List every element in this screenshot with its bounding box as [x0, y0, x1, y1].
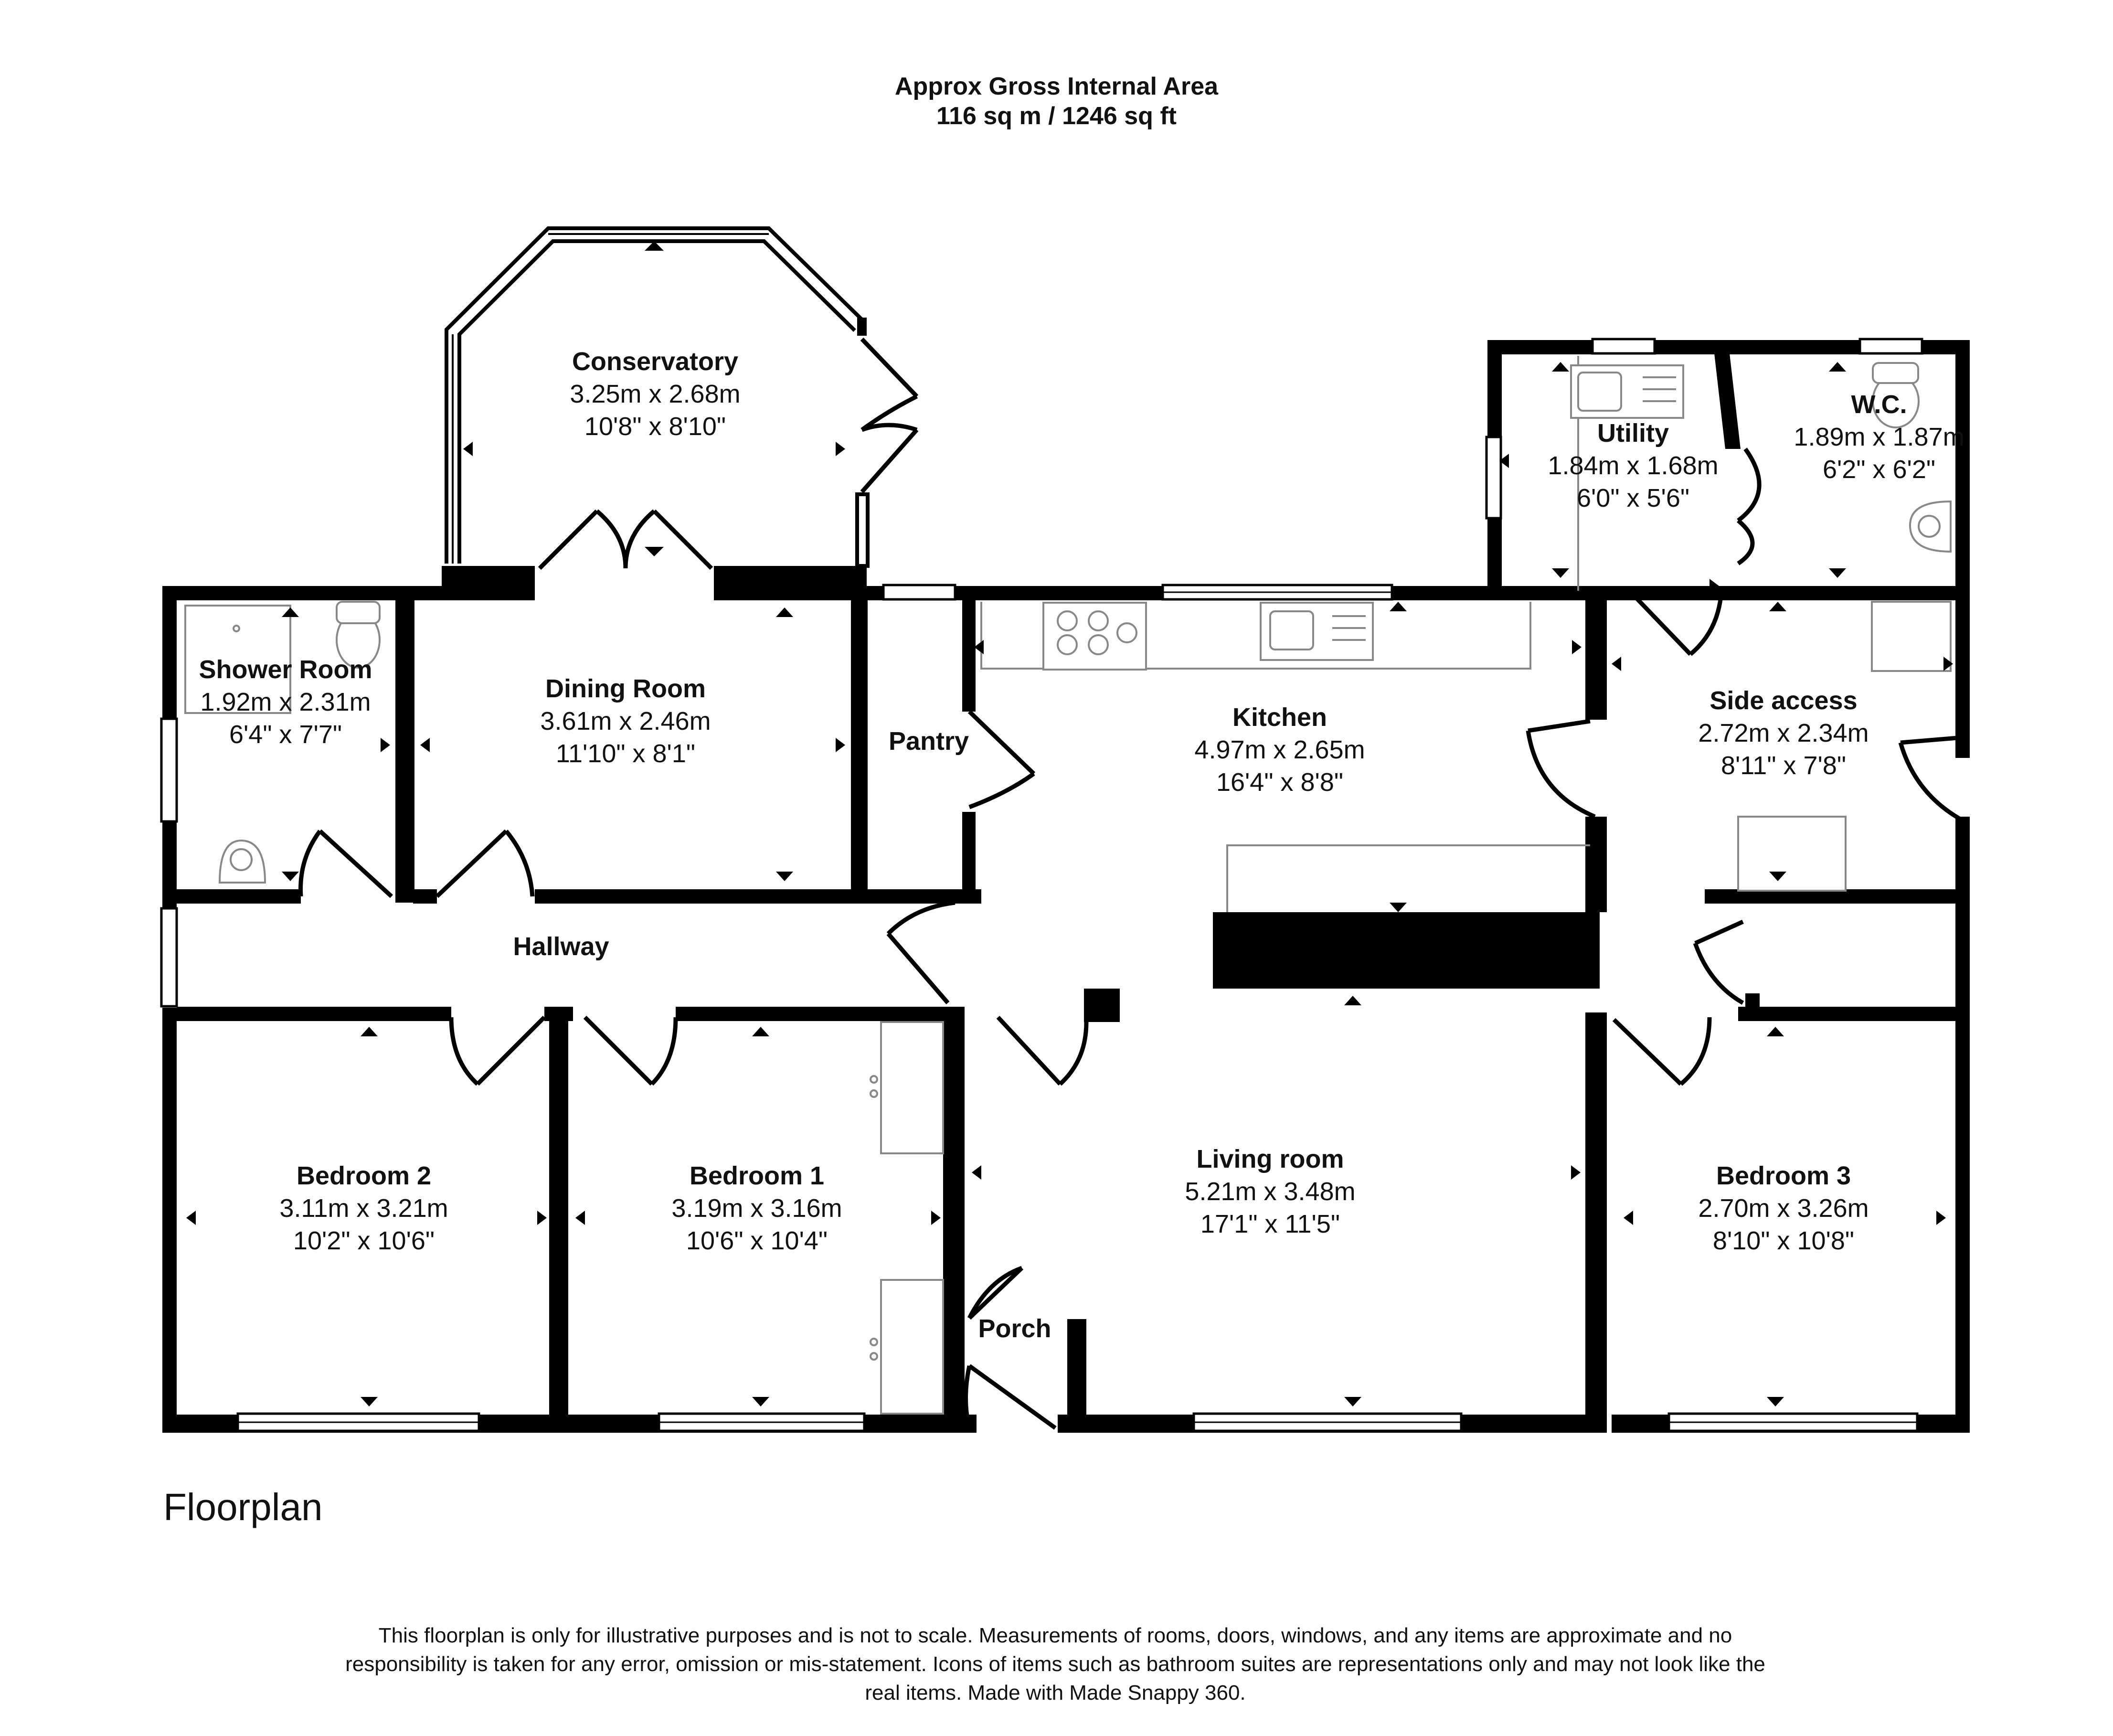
- dimension-markers: [186, 241, 1953, 1406]
- area-value: 116 sq m / 1246 sq ft: [936, 102, 1177, 130]
- room-kitchen: [1194, 703, 1365, 797]
- svg-text:2.70m x 3.26m: 2.70m x 3.26m: [1698, 1194, 1869, 1223]
- area-title: Approx Gross Internal Area: [894, 73, 1219, 100]
- room-living-room: [1185, 1145, 1355, 1238]
- room-bedroom-3: [1698, 1161, 1869, 1255]
- side-access-fitting-2: [1738, 817, 1846, 891]
- walls: [162, 340, 1970, 1433]
- svg-text:3.19m x 3.16m: 3.19m x 3.16m: [671, 1194, 842, 1223]
- svg-text:Dining Room: Dining Room: [545, 674, 706, 703]
- room-hallway: [513, 932, 609, 961]
- room-shower-room: [199, 655, 372, 749]
- svg-text:8'10" x 10'8": 8'10" x 10'8": [1712, 1226, 1855, 1255]
- svg-text:10'8" x 8'10": 10'8" x 8'10": [584, 412, 726, 441]
- svg-text:Kitchen: Kitchen: [1232, 703, 1327, 732]
- room-bedroom-1: [671, 1161, 842, 1255]
- wardrobe-icon-2: [881, 1280, 943, 1414]
- svg-text:5.21m x 3.48m: 5.21m x 3.48m: [1185, 1177, 1356, 1206]
- svg-text:Bedroom 1: Bedroom 1: [689, 1161, 825, 1190]
- svg-text:Shower Room: Shower Room: [199, 655, 372, 684]
- side-access-fitting: [1872, 602, 1951, 671]
- svg-text:1.89m x 1.87m: 1.89m x 1.87m: [1794, 423, 1964, 451]
- room-utility: [1548, 419, 1718, 512]
- svg-text:Conservatory: Conservatory: [572, 347, 739, 376]
- svg-text:1.84m x 1.68m: 1.84m x 1.68m: [1548, 451, 1719, 480]
- svg-text:Bedroom 2: Bedroom 2: [296, 1161, 432, 1190]
- svg-text:16'4" x 8'8": 16'4" x 8'8": [1216, 768, 1344, 797]
- svg-text:W.C.: W.C.: [1851, 390, 1907, 419]
- disclaimer-text: This floorplan is only for illustrative purposes and is not to scale. Measurements of rooms, doors, windows, and any items are approximate and no responsibility is taken for any error, omission or mis-statement. Icons of items such as bathroom suites are representations only and may not look like the real items. Made with Made Snappy 360.: [345, 1624, 1765, 1704]
- room-conservatory: [570, 347, 740, 441]
- svg-text:6'2" x 6'2": 6'2" x 6'2": [1822, 455, 1936, 484]
- svg-text:Hallway: Hallway: [513, 932, 609, 961]
- svg-text:11'10" x 8'1": 11'10" x 8'1": [555, 739, 696, 768]
- room-side-access: [1698, 686, 1869, 780]
- svg-text:1.92m x 2.31m: 1.92m x 2.31m: [200, 688, 371, 716]
- svg-text:2.72m x 2.34m: 2.72m x 2.34m: [1698, 719, 1869, 747]
- svg-text:Bedroom 3: Bedroom 3: [1716, 1161, 1851, 1190]
- conservatory-post: [857, 318, 867, 336]
- room-wc: [1794, 390, 1964, 484]
- room-porch: [978, 1314, 1051, 1343]
- svg-text:Side access: Side access: [1710, 686, 1858, 715]
- svg-text:8'11" x 7'8": 8'11" x 7'8": [1720, 751, 1847, 780]
- svg-text:Porch: Porch: [978, 1314, 1051, 1343]
- room-pantry: [889, 727, 969, 756]
- wardrobe-icon: [881, 1022, 943, 1153]
- room-dining-room: [540, 674, 711, 768]
- room-bedroom-2: [279, 1161, 448, 1255]
- floorplan-label: Floorplan: [163, 1486, 323, 1528]
- room-labels: [199, 347, 1964, 1343]
- svg-text:3.11m x 3.21m: 3.11m x 3.21m: [279, 1194, 448, 1223]
- svg-text:6'4" x 7'7": 6'4" x 7'7": [229, 720, 342, 749]
- svg-text:Utility: Utility: [1597, 419, 1669, 447]
- svg-text:3.25m x 2.68m: 3.25m x 2.68m: [570, 380, 741, 408]
- svg-text:3.61m x 2.46m: 3.61m x 2.46m: [540, 707, 711, 735]
- svg-text:4.97m x 2.65m: 4.97m x 2.65m: [1194, 735, 1365, 764]
- svg-text:Living room: Living room: [1196, 1145, 1344, 1173]
- svg-text:10'6" x 10'4": 10'6" x 10'4": [686, 1226, 828, 1255]
- svg-text:Pantry: Pantry: [888, 727, 969, 756]
- svg-text:6'0" x 5'6": 6'0" x 5'6": [1576, 484, 1690, 512]
- svg-text:10'2" x 10'6": 10'2" x 10'6": [293, 1226, 435, 1255]
- svg-text:17'1" x 11'5": 17'1" x 11'5": [1200, 1210, 1340, 1238]
